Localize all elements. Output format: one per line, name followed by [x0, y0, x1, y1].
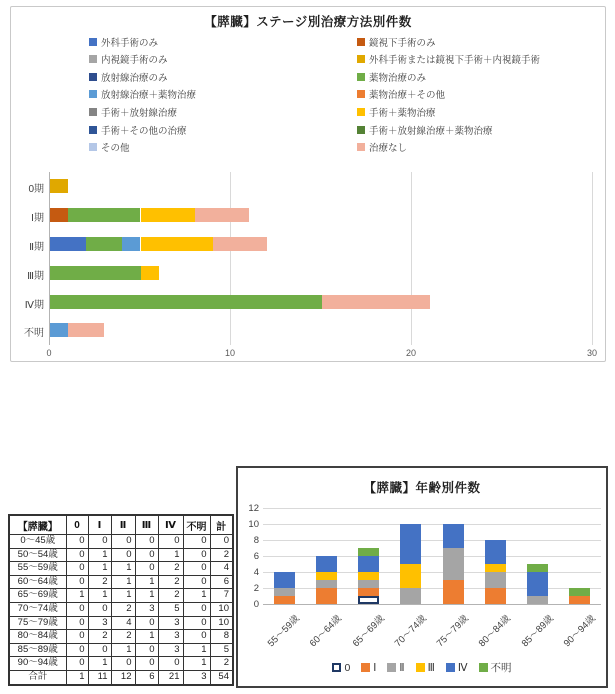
table-header-cell: 0	[66, 515, 88, 535]
bar-segment	[50, 323, 68, 337]
bar-segment	[50, 179, 68, 193]
value-cell: 1	[88, 562, 111, 576]
bar-segment	[358, 572, 379, 580]
bar-segment	[274, 596, 295, 604]
value-cell: 0	[88, 643, 111, 657]
table-header-cell: 計	[210, 515, 233, 535]
legend-item	[89, 54, 168, 65]
value-cell: 1	[88, 589, 111, 603]
value-cell: 1	[111, 589, 135, 603]
table-row	[9, 562, 233, 576]
legend-item	[357, 71, 426, 82]
gridline	[263, 524, 601, 525]
category-label: 0期	[28, 184, 44, 196]
value-cell: 4	[111, 616, 135, 630]
category-label: Ⅰ期	[31, 213, 44, 225]
value-cell: 0	[111, 535, 135, 549]
value-cell: 10	[210, 602, 233, 616]
y-axis-tick-label: 4	[253, 566, 259, 578]
row-label-cell: 90～94歳	[9, 657, 66, 671]
bar-segment	[50, 295, 322, 309]
value-cell: 1	[183, 589, 210, 603]
bar-segment	[86, 237, 122, 251]
bar-segment	[141, 266, 159, 280]
legend-label: 内視鏡手術のみ	[101, 55, 168, 67]
legend-label: 手術＋放射線治療＋薬物治療	[369, 125, 493, 137]
value-cell: 2	[158, 562, 183, 576]
value-cell: 3	[183, 670, 210, 684]
table-header-cell: Ⅰ	[88, 515, 111, 535]
bar-segment	[485, 540, 506, 564]
legend-swatch	[387, 663, 396, 672]
bar-segment	[358, 548, 379, 556]
bar-segment	[485, 588, 506, 604]
bar-segment	[358, 588, 379, 596]
value-cell: 11	[88, 670, 111, 684]
x-category-label: 55～59歳	[265, 613, 303, 650]
gridline	[263, 540, 601, 541]
value-cell: 1	[111, 643, 135, 657]
value-cell: 8	[210, 630, 233, 644]
value-cell: 2	[158, 589, 183, 603]
legend-label: その他	[101, 143, 130, 155]
gridline	[230, 172, 231, 345]
value-cell: 3	[158, 630, 183, 644]
value-cell: 1	[183, 657, 210, 671]
value-cell: 0	[66, 643, 88, 657]
value-cell: 0	[135, 643, 158, 657]
y-axis-tick-label: 8	[253, 534, 259, 546]
y-axis-tick-label: 6	[253, 550, 259, 562]
legend-item	[479, 660, 512, 675]
stage-chart-panel	[10, 6, 606, 362]
value-cell: 0	[66, 616, 88, 630]
legend-item	[387, 662, 404, 674]
value-cell: 0	[183, 602, 210, 616]
x-category-label: 65～69歳	[350, 613, 387, 650]
age-chart-title: 【膵臓】年齢別件数	[363, 481, 481, 495]
bar-segment	[141, 208, 195, 222]
row-label-cell: 65～69歳	[9, 589, 66, 603]
legend-swatch	[479, 663, 488, 672]
value-cell: 1	[135, 575, 158, 589]
bar-segment	[68, 323, 104, 337]
bar-segment	[358, 556, 379, 572]
x-category-label: 70～74歳	[392, 613, 429, 650]
bar-segment	[400, 564, 421, 588]
gridline	[592, 172, 593, 345]
value-cell: 54	[210, 670, 233, 684]
row-label-cell: 合計	[9, 670, 66, 684]
legend-item	[89, 71, 168, 82]
bar-segment	[485, 572, 506, 588]
gridline	[411, 172, 412, 345]
value-cell: 0	[158, 535, 183, 549]
bar-segment	[50, 237, 86, 251]
bar-segment	[274, 588, 295, 596]
value-cell: 0	[66, 535, 88, 549]
x-category-label: 85～89歳	[519, 613, 556, 650]
value-cell: 1	[158, 548, 183, 562]
legend-swatch	[89, 38, 97, 46]
legend-item	[416, 662, 435, 674]
row-label-cell: 55～59歳	[9, 562, 66, 576]
category-label: Ⅲ期	[27, 270, 44, 282]
table-header-cell: 不明	[183, 515, 210, 535]
table-row	[9, 616, 233, 630]
bar-segment	[569, 588, 590, 596]
legend-swatch	[361, 663, 370, 672]
legend-swatch	[89, 126, 97, 134]
row-label-cell: 85～89歳	[9, 643, 66, 657]
legend-swatch	[357, 143, 365, 151]
value-cell: 3	[135, 602, 158, 616]
table-header-cell: Ⅲ	[135, 515, 158, 535]
legend-item	[332, 662, 350, 674]
table-row	[9, 643, 233, 657]
bar-segment	[569, 596, 590, 604]
legend-item	[89, 124, 187, 135]
bar-segment	[316, 556, 337, 572]
table-header-cell: Ⅱ	[111, 515, 135, 535]
bar-segment	[316, 572, 337, 580]
table-row	[9, 657, 233, 671]
gridline	[49, 172, 50, 345]
legend-label: Ⅱ	[399, 661, 405, 674]
value-cell: 1	[66, 670, 88, 684]
legend-label: 薬物治療のみ	[369, 72, 427, 84]
legend-label: 薬物治療＋その他	[369, 90, 446, 102]
legend-swatch	[89, 108, 97, 116]
bar-segment	[358, 580, 379, 588]
legend-swatch	[446, 663, 455, 672]
bar-segment	[122, 237, 140, 251]
value-cell: 1	[135, 630, 158, 644]
value-cell: 2	[210, 657, 233, 671]
x-axis-tick-label: 30	[586, 347, 598, 358]
bar-segment	[400, 588, 421, 604]
category-label: Ⅱ期	[29, 242, 44, 253]
legend-swatch	[332, 663, 341, 672]
row-label-cell: 0～45歳	[9, 535, 66, 549]
legend-item	[357, 106, 436, 117]
legend-item	[89, 89, 196, 100]
value-cell: 2	[88, 630, 111, 644]
table-row	[9, 575, 233, 589]
gridline	[263, 508, 601, 509]
legend-item	[446, 662, 468, 674]
legend-item	[357, 54, 540, 65]
value-cell: 2	[111, 630, 135, 644]
table-row	[9, 548, 233, 562]
legend-label: 治療なし	[369, 143, 408, 155]
category-label: Ⅳ期	[24, 299, 44, 311]
bar-segment	[213, 237, 267, 251]
value-cell: 0	[66, 562, 88, 576]
value-cell: 6	[135, 670, 158, 684]
legend-swatch	[357, 73, 365, 81]
value-cell: 2	[210, 548, 233, 562]
legend-item	[357, 36, 436, 47]
legend-label: 不明	[490, 662, 512, 674]
value-cell: 3	[88, 616, 111, 630]
legend-item	[361, 662, 376, 674]
bar-segment	[274, 572, 295, 588]
legend-label: 鏡視下手術のみ	[369, 37, 436, 49]
value-cell: 0	[111, 548, 135, 562]
legend-swatch	[416, 663, 425, 672]
value-cell: 3	[158, 616, 183, 630]
value-cell: 0	[183, 575, 210, 589]
value-cell: 5	[158, 602, 183, 616]
bar-segment	[195, 208, 249, 222]
value-cell: 0	[135, 548, 158, 562]
x-axis-tick-label: 20	[405, 347, 417, 358]
legend-item	[357, 124, 493, 135]
value-cell: 2	[88, 575, 111, 589]
value-cell: 3	[158, 643, 183, 657]
bar-segment	[68, 208, 140, 222]
value-cell: 21	[158, 670, 183, 684]
bar-segment	[527, 564, 548, 572]
value-cell: 0	[183, 562, 210, 576]
legend-label: 放射線治療のみ	[101, 72, 168, 84]
row-label-cell: 80～84歳	[9, 630, 66, 644]
row-label-cell: 50～54歳	[9, 548, 66, 562]
gridline	[263, 588, 601, 589]
bar-segment	[316, 580, 337, 588]
legend-label: Ⅲ	[427, 661, 435, 674]
value-cell: 0	[183, 616, 210, 630]
value-cell: 1	[88, 548, 111, 562]
value-cell: 0	[158, 657, 183, 671]
value-cell: 0	[66, 575, 88, 589]
legend-label: 外科手術または鏡視下手術＋内視鏡手術	[369, 55, 541, 67]
row-label-cell: 60～64歳	[9, 575, 66, 589]
value-cell: 6	[210, 575, 233, 589]
value-cell: 2	[111, 602, 135, 616]
legend-item	[89, 142, 130, 153]
row-label-cell: 75～79歳	[9, 616, 66, 630]
bar-segment	[50, 266, 141, 280]
category-label: 不明	[24, 328, 44, 340]
legend-label: 手術＋その他の治療	[101, 125, 187, 137]
x-axis-tick-label: 0	[46, 347, 52, 358]
gridline	[263, 556, 601, 557]
x-category-label: 90～94歳	[561, 613, 598, 650]
age-chart-legend	[238, 660, 606, 675]
legend-item	[89, 36, 158, 47]
value-cell: 0	[210, 535, 233, 549]
bar-segment	[50, 208, 68, 222]
gridline	[263, 572, 601, 573]
value-cell: 0	[183, 630, 210, 644]
legend-swatch	[89, 73, 97, 81]
legend-item	[89, 106, 177, 117]
legend-label: 放射線治療＋薬物治療	[101, 90, 197, 102]
value-cell: 1	[183, 643, 210, 657]
value-cell: 0	[66, 657, 88, 671]
value-cell: 2	[158, 575, 183, 589]
bar-segment	[316, 588, 337, 604]
stage-chart-title: 【膵臓】ステージ別治療方法別件数	[204, 15, 412, 29]
value-cell: 0	[88, 602, 111, 616]
x-category-label: 80～84歳	[477, 613, 514, 650]
value-cell: 1	[88, 657, 111, 671]
bar-segment	[443, 548, 464, 580]
table-header-cell: Ⅳ	[158, 515, 183, 535]
value-cell: 0	[183, 548, 210, 562]
x-axis-tick-label: 10	[224, 347, 236, 358]
value-cell: 1	[111, 575, 135, 589]
legend-swatch	[89, 143, 97, 151]
legend-label: 外科手術のみ	[101, 37, 159, 49]
legend-swatch	[357, 126, 365, 134]
value-cell: 7	[210, 589, 233, 603]
value-cell: 0	[88, 535, 111, 549]
legend-item	[357, 89, 445, 100]
table-row	[9, 535, 233, 549]
age-chart-panel	[236, 466, 608, 688]
legend-item	[357, 142, 407, 153]
bar-segment	[443, 524, 464, 548]
legend-label: 0	[344, 661, 351, 674]
legend-swatch	[357, 38, 365, 46]
value-cell: 0	[183, 535, 210, 549]
bar-segment	[485, 564, 506, 572]
value-cell: 0	[135, 535, 158, 549]
value-cell: 0	[135, 562, 158, 576]
bar-segment	[400, 524, 421, 564]
table-header-row	[9, 515, 233, 535]
bar-segment	[358, 596, 379, 604]
y-axis-tick-label: 0	[253, 598, 259, 610]
row-label-cell: 70～74歳	[9, 602, 66, 616]
table-header-cell: 【膵臓】	[9, 515, 66, 535]
legend-label: 手術＋薬物治療	[369, 107, 436, 119]
value-cell: 1	[66, 589, 88, 603]
value-cell: 4	[210, 562, 233, 576]
legend-label: Ⅰ	[373, 661, 377, 674]
bar-segment	[322, 295, 431, 309]
value-cell: 0	[66, 548, 88, 562]
table-row	[9, 670, 233, 684]
bar-segment	[527, 572, 548, 596]
legend-swatch	[89, 55, 97, 63]
value-cell: 0	[111, 657, 135, 671]
y-axis-tick-label: 10	[248, 518, 259, 530]
table-row	[9, 602, 233, 616]
bar-segment	[443, 580, 464, 604]
y-axis-tick-label: 2	[253, 582, 259, 594]
gridline	[263, 604, 601, 605]
legend-label: Ⅳ	[457, 661, 468, 674]
legend-label: 手術＋放射線治療	[101, 107, 178, 119]
table-row	[9, 589, 233, 603]
legend-swatch	[357, 108, 365, 116]
legend-swatch	[357, 90, 365, 98]
value-cell: 0	[66, 630, 88, 644]
value-cell: 1	[135, 589, 158, 603]
y-axis-tick-label: 12	[248, 502, 259, 514]
legend-swatch	[89, 90, 97, 98]
bar-segment	[141, 237, 213, 251]
age-stage-table	[8, 514, 234, 686]
bar-segment	[527, 596, 548, 604]
value-cell: 0	[135, 657, 158, 671]
x-category-label: 60～64歳	[308, 613, 345, 650]
value-cell: 5	[210, 643, 233, 657]
value-cell: 0	[135, 616, 158, 630]
legend-swatch	[357, 55, 365, 63]
value-cell: 0	[66, 602, 88, 616]
x-category-label: 75～79歳	[434, 613, 472, 650]
value-cell: 12	[111, 670, 135, 684]
table-row	[9, 630, 233, 644]
value-cell: 10	[210, 616, 233, 630]
value-cell: 1	[111, 562, 135, 576]
